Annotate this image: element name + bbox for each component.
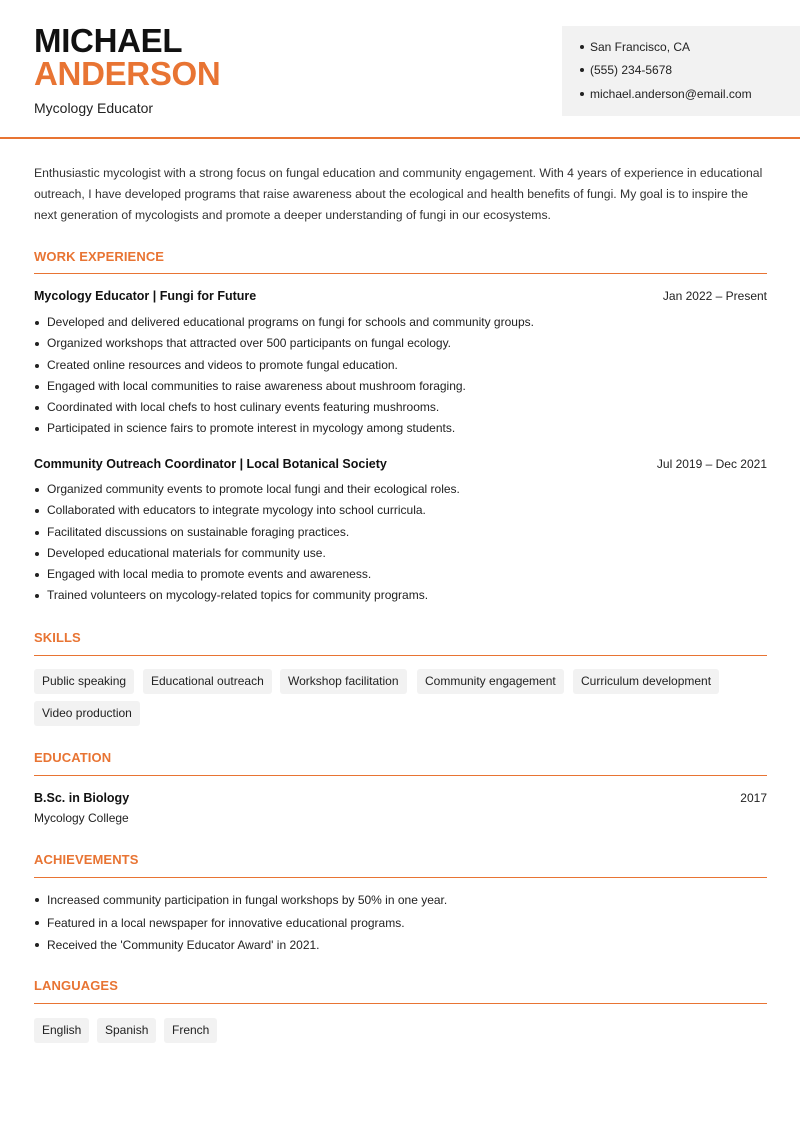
- list-item: Facilitated discussions on sustainable foraging practices.: [34, 522, 767, 543]
- list-item: Engaged with local media to promote events and awareness.: [34, 564, 767, 585]
- skill-chip: Educational outreach: [143, 669, 272, 694]
- last-name: ANDERSON: [34, 55, 221, 92]
- bullet-icon: [580, 68, 584, 72]
- list-item: Featured in a local newspaper for innovative educational programs.: [34, 912, 767, 935]
- skill-chip: Workshop facilitation: [280, 669, 407, 694]
- job-header: [34, 457, 767, 471]
- job-dates: Jan 2022 – Present: [662, 289, 767, 303]
- section-title-achievements: ACHIEVEMENTS: [34, 852, 139, 867]
- summary-paragraph: Enthusiastic mycologist with a strong focus on fungal education and community engagement. With 4 years of experience in educational outreach, I have developed programs that raise awareness about the ecological and health benefits of fungi. My goal is to inspire the next generation of mycologists and promote a deeper understanding of fungi in our ecosystems.: [34, 166, 763, 222]
- contact-location: [580, 40, 690, 54]
- list-item: Participated in science fairs to promote interest in mycology among students.: [34, 418, 767, 439]
- job-bullets: [34, 479, 767, 607]
- list-item: Organized workshops that attracted over 500 participants on fungal ecology.: [34, 333, 767, 354]
- section-title-education: EDUCATION: [34, 750, 112, 765]
- language-chip: French: [164, 1018, 217, 1043]
- job-title: Mycology Educator: [34, 100, 154, 116]
- achievements-list: [34, 889, 767, 957]
- email-text[interactable]: michael.anderson@email.com: [590, 87, 752, 101]
- bullet-icon: [580, 92, 584, 96]
- list-item: Engaged with local communities to raise awareness about mushroom foraging.: [34, 376, 767, 397]
- list-item: Developed educational materials for community use.: [34, 543, 767, 564]
- job-role: Community Outreach Coordinator | Local Botanical Society: [34, 457, 387, 471]
- list-item: Trained volunteers on mycology-related topics for community programs.: [34, 585, 767, 606]
- language-chip: English: [34, 1018, 89, 1043]
- section-title-languages: LANGUAGES: [34, 978, 118, 993]
- section-title-skills: SKILLS: [34, 630, 81, 645]
- job-header: [34, 289, 767, 303]
- section-divider: [34, 1003, 767, 1004]
- skill-chip: Video production: [34, 701, 140, 726]
- contact-phone: [580, 63, 672, 77]
- language-chip: Spanish: [97, 1018, 156, 1043]
- list-item: Increased community participation in fungal workshops by 50% in one year.: [34, 889, 767, 912]
- list-item: Created online resources and videos to promote fungal education.: [34, 355, 767, 376]
- education-degree: B.Sc. in Biology: [34, 791, 130, 805]
- section-divider: [34, 273, 767, 274]
- section-divider: [34, 775, 767, 776]
- phone-text: (555) 234-5678: [590, 63, 673, 77]
- location-text: San Francisco, CA: [590, 40, 691, 54]
- job-bullets: [34, 312, 767, 440]
- list-item: Coordinated with local chefs to host culinary events featuring mushrooms.: [34, 397, 767, 418]
- list-item: Developed and delivered educational programs on fungi for schools and community groups.: [34, 312, 767, 333]
- list-item: Received the 'Community Educator Award' in 2021.: [34, 934, 767, 957]
- contact-box: [562, 26, 800, 116]
- skill-chip: Public speaking: [34, 669, 134, 694]
- education-year: 2017: [740, 791, 767, 805]
- list-item: Collaborated with educators to integrate mycology into school curricula.: [34, 500, 767, 521]
- education-school: Mycology College: [34, 811, 129, 825]
- first-name: MICHAEL: [34, 22, 183, 59]
- section-divider: [34, 655, 767, 656]
- list-item: Organized community events to promote local fungi and their ecological roles.: [34, 479, 767, 500]
- bullet-icon: [580, 45, 584, 49]
- section-title-work: WORK EXPERIENCE: [34, 249, 165, 264]
- skill-chip: Curriculum development: [573, 669, 719, 694]
- section-divider: [34, 877, 767, 878]
- resume-header: [0, 0, 800, 139]
- job-dates: Jul 2019 – Dec 2021: [656, 457, 767, 471]
- skill-chip: Community engagement: [417, 669, 564, 694]
- contact-email[interactable]: [580, 87, 752, 101]
- job-role: Mycology Educator | Fungi for Future: [34, 289, 257, 303]
